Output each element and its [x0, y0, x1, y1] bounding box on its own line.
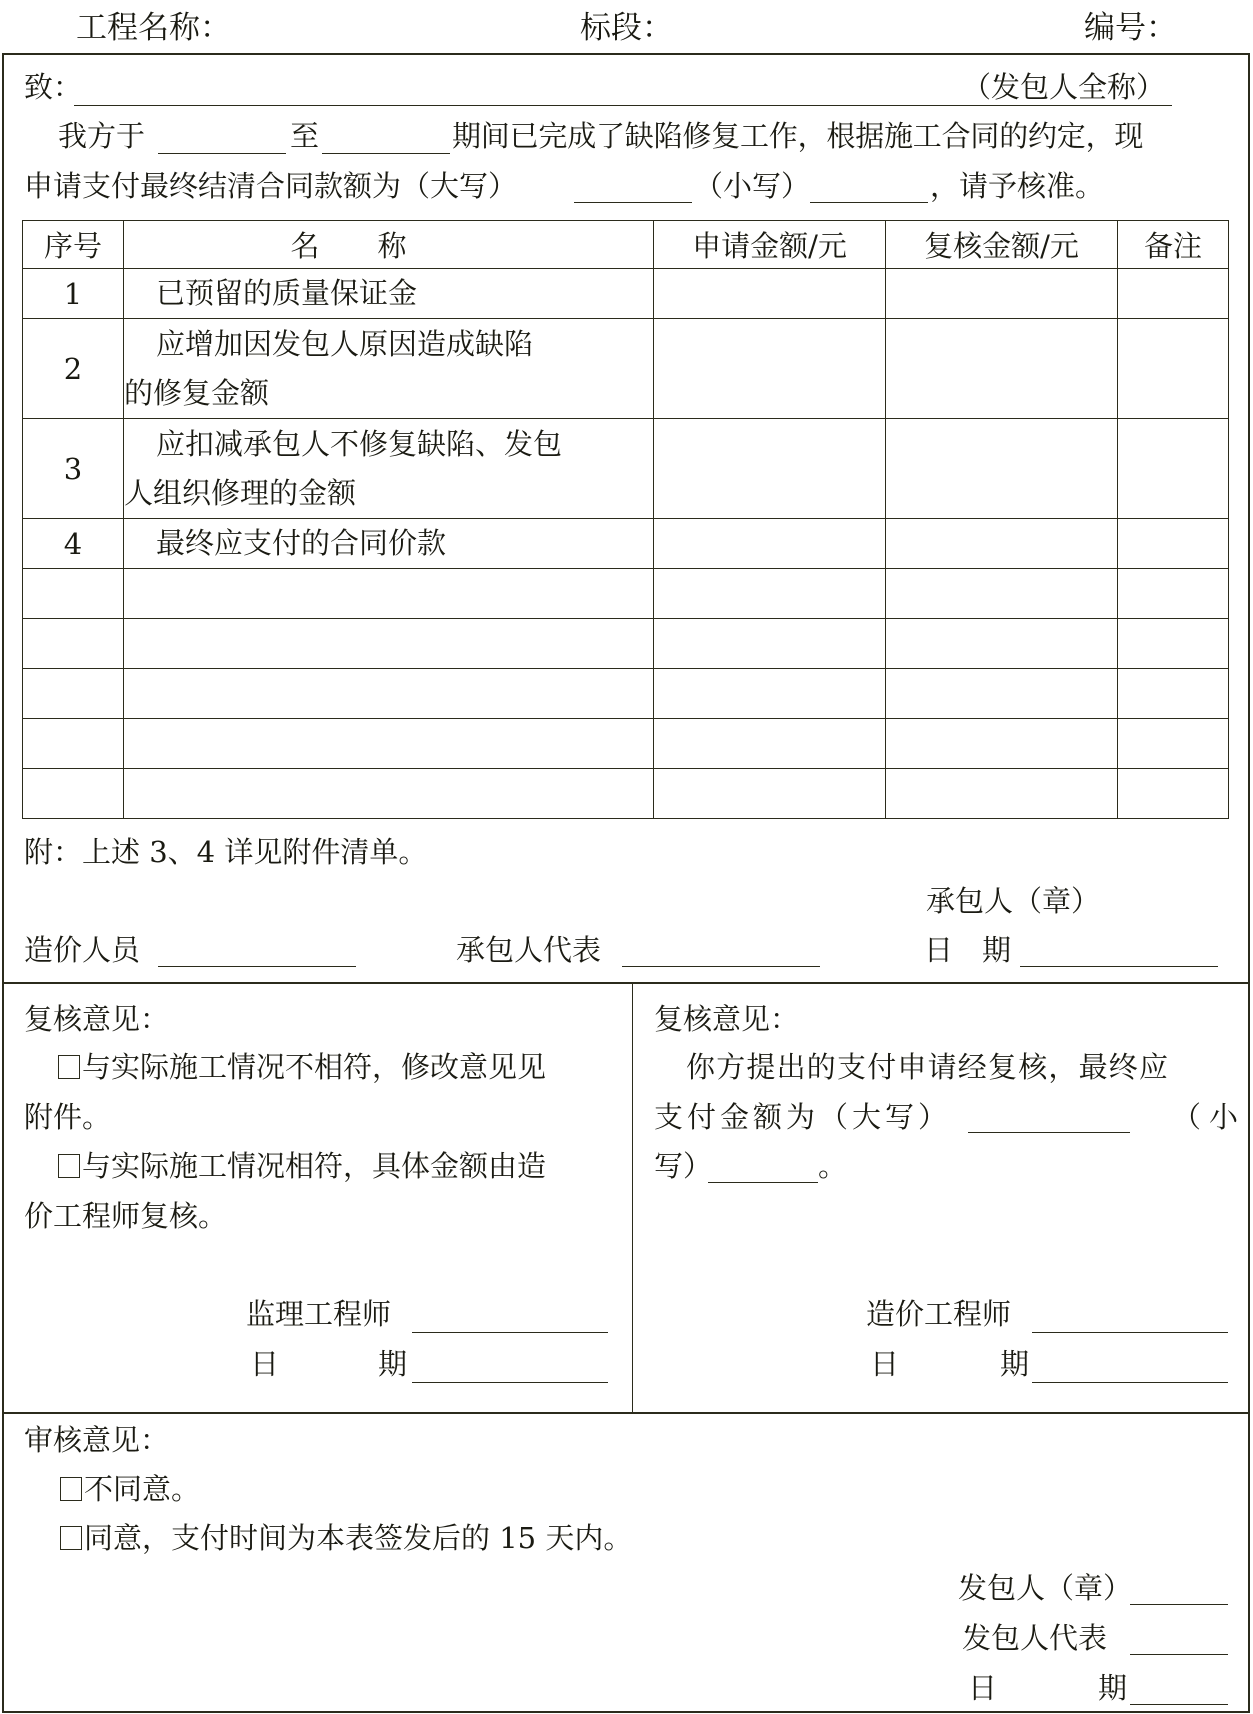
- number-label: 编号：: [1084, 10, 1177, 46]
- line2-b: （小写）: [694, 169, 811, 203]
- header-applied-amount: 申请金额/元: [654, 221, 886, 269]
- cost-date-field[interactable]: [1032, 1382, 1228, 1383]
- applied-amount-cell[interactable]: [654, 419, 886, 519]
- agree-text: 同意，支付时间为本表签发后的 15 天内。: [84, 1521, 633, 1555]
- payment-table: [22, 220, 1229, 819]
- empty-table-row: [23, 719, 1229, 769]
- cost-review-title: 复核意见：: [654, 1002, 800, 1036]
- section-divider: [2, 1412, 1250, 1414]
- empty-table-row: [23, 769, 1229, 819]
- empty-cell[interactable]: [124, 769, 654, 819]
- employer-date-label-a: 日: [968, 1671, 998, 1705]
- cost-review-line2-a: 支付金额为（大写）: [654, 1100, 952, 1134]
- contractor-rep-label: 承包人代表: [456, 933, 602, 967]
- employer-seal-label: 发包人（章）: [958, 1571, 1133, 1605]
- table-row: [23, 419, 1229, 519]
- table-row: [23, 269, 1229, 319]
- cost-review-line3-a: 写）: [654, 1149, 713, 1183]
- row-name-line1: 已预留的质量保证金: [156, 276, 418, 310]
- row-name: [124, 269, 654, 319]
- review-column-divider: [632, 982, 633, 1412]
- cost-staff-label: 造价人员: [24, 933, 141, 967]
- contractor-date-label: 日 期: [924, 933, 1012, 967]
- section-divider: [2, 982, 1250, 984]
- empty-cell[interactable]: [1118, 769, 1229, 819]
- empty-cell[interactable]: [1118, 569, 1229, 619]
- empty-cell[interactable]: [23, 719, 124, 769]
- row-name-line1: 应增加因发包人原因造成缺陷: [156, 326, 534, 361]
- header-name: 名 称: [124, 221, 654, 269]
- supervisor-date-field[interactable]: [412, 1382, 608, 1383]
- to-label: 致：: [24, 70, 83, 104]
- table-row: [23, 319, 1229, 419]
- start-date-field[interactable]: [158, 153, 286, 154]
- empty-cell[interactable]: [124, 719, 654, 769]
- header-no: 序号: [23, 221, 124, 269]
- line1-a: 我方于: [58, 119, 146, 153]
- empty-cell[interactable]: [124, 569, 654, 619]
- mismatch-text-a: 与实际施工情况不相符，修改意见见: [82, 1050, 547, 1084]
- reviewed-amount-cell[interactable]: [886, 519, 1118, 569]
- end-date-field[interactable]: [322, 153, 450, 154]
- supervisor-engineer-label: 监理工程师: [246, 1297, 392, 1331]
- recipient-field[interactable]: [74, 105, 1172, 106]
- cost-review-line3-b: 。: [818, 1149, 848, 1183]
- empty-cell[interactable]: [654, 769, 886, 819]
- applied-amount-cell[interactable]: [654, 269, 886, 319]
- cost-review-line2-b: （小: [1172, 1100, 1247, 1134]
- reviewed-amount-cell[interactable]: [886, 419, 1118, 519]
- empty-cell[interactable]: [1118, 719, 1229, 769]
- empty-cell[interactable]: [886, 769, 1118, 819]
- employer-seal-field[interactable]: [1130, 1604, 1228, 1605]
- row-name-line1: 最终应支付的合同价款: [156, 526, 447, 560]
- audit-option-agree[interactable]: [60, 1521, 633, 1555]
- empty-table-row: [23, 569, 1229, 619]
- recipient-hint: （发包人全称）: [962, 70, 1166, 104]
- mismatch-text-b: 附件。: [24, 1100, 112, 1134]
- row-name: [124, 419, 654, 519]
- applied-amount-cell[interactable]: [654, 319, 886, 419]
- row-no: 1: [23, 269, 124, 319]
- employer-rep-label: 发包人代表: [962, 1621, 1108, 1655]
- empty-cell[interactable]: [124, 669, 654, 719]
- supervisor-review-title: 复核意见：: [24, 1002, 170, 1036]
- empty-cell[interactable]: [1118, 669, 1229, 719]
- cost-staff-signature-field[interactable]: [158, 966, 356, 967]
- cost-date-label-a: 日: [870, 1347, 900, 1381]
- line2-c: ，请予核准。: [930, 169, 1105, 203]
- row-no: 3: [23, 419, 124, 519]
- empty-cell[interactable]: [886, 619, 1118, 669]
- supervisor-date-label-a: 日: [250, 1347, 280, 1381]
- row-name-line2: 人组织修理的金额: [124, 475, 357, 510]
- table-row: [23, 519, 1229, 569]
- line1-b: 至: [290, 119, 320, 153]
- supervisor-option-mismatch[interactable]: [58, 1050, 547, 1084]
- line2-a: 申请支付最终结清合同款额为（大写）: [24, 169, 518, 203]
- amount-figures-field[interactable]: [810, 202, 928, 203]
- remarks-cell[interactable]: [1118, 269, 1229, 319]
- employer-date-label-b: 期: [1098, 1671, 1128, 1705]
- cost-review-line1: 你方提出的支付申请经复核，最终应: [686, 1050, 1170, 1084]
- empty-cell[interactable]: [654, 669, 886, 719]
- checkbox-disagree[interactable]: [60, 1477, 82, 1501]
- cost-engineer-label: 造价工程师: [866, 1297, 1012, 1331]
- empty-cell[interactable]: [654, 569, 886, 619]
- checkbox-match[interactable]: [58, 1154, 80, 1178]
- empty-cell[interactable]: [23, 619, 124, 669]
- disagree-text: 不同意。: [84, 1472, 201, 1506]
- audit-title: 审核意见：: [24, 1423, 170, 1457]
- reviewed-amount-cell[interactable]: [886, 269, 1118, 319]
- section-label: 标段：: [580, 10, 673, 46]
- row-name-line1: 应扣减承包人不修复缺陷、发包: [156, 426, 563, 461]
- employer-rep-field[interactable]: [1130, 1654, 1228, 1655]
- empty-cell[interactable]: [124, 619, 654, 669]
- remarks-cell[interactable]: [1118, 319, 1229, 419]
- cost-engineer-signature-field[interactable]: [1032, 1332, 1228, 1333]
- table-header-row: [23, 221, 1229, 269]
- row-no: 4: [23, 519, 124, 569]
- supervisor-option-match[interactable]: [58, 1149, 547, 1183]
- empty-cell[interactable]: [1118, 619, 1229, 669]
- amount-words-field[interactable]: [574, 202, 692, 203]
- supervisor-signature-field[interactable]: [412, 1332, 608, 1333]
- empty-cell[interactable]: [23, 569, 124, 619]
- project-name-label: 工程名称：: [76, 10, 231, 46]
- empty-cell[interactable]: [23, 769, 124, 819]
- row-name: [124, 519, 654, 569]
- empty-table-row: [23, 669, 1229, 719]
- applied-amount-cell[interactable]: [654, 519, 886, 569]
- row-name-line2: 的修复金额: [124, 375, 270, 410]
- empty-cell[interactable]: [23, 669, 124, 719]
- row-name: [124, 319, 654, 419]
- header-remarks: 备注: [1118, 221, 1229, 269]
- row-no: 2: [23, 319, 124, 419]
- contractor-date-field[interactable]: [1020, 966, 1218, 967]
- match-text-a: 与实际施工情况相符，具体金额由造: [82, 1149, 547, 1183]
- attachment-note: 附：上述 3、4 详见附件清单。: [24, 835, 428, 869]
- contractor-rep-signature-field[interactable]: [622, 966, 820, 967]
- match-text-b: 价工程师复核。: [24, 1199, 228, 1233]
- empty-cell[interactable]: [654, 619, 886, 669]
- checkbox-agree[interactable]: [60, 1526, 82, 1550]
- empty-cell[interactable]: [654, 719, 886, 769]
- cost-date-label-b: 期: [1000, 1347, 1030, 1381]
- header-reviewed-amount: 复核金额/元: [886, 221, 1118, 269]
- empty-cell[interactable]: [886, 719, 1118, 769]
- audit-option-disagree[interactable]: [60, 1472, 201, 1506]
- contractor-seal-label: 承包人（章）: [926, 884, 1101, 918]
- empty-cell[interactable]: [886, 569, 1118, 619]
- checkbox-mismatch[interactable]: [58, 1055, 80, 1079]
- line1-c: 期间已完成了缺陷修复工作，根据施工合同的约定，现: [452, 119, 1144, 153]
- empty-cell[interactable]: [886, 669, 1118, 719]
- supervisor-date-label-b: 期: [378, 1347, 408, 1381]
- remarks-cell[interactable]: [1118, 419, 1229, 519]
- reviewed-amount-cell[interactable]: [886, 319, 1118, 419]
- reviewed-amount-figures-field[interactable]: [708, 1182, 818, 1183]
- employer-date-field[interactable]: [1130, 1704, 1228, 1705]
- remarks-cell[interactable]: [1118, 519, 1229, 569]
- reviewed-amount-words-field[interactable]: [968, 1132, 1130, 1133]
- empty-table-row: [23, 619, 1229, 669]
